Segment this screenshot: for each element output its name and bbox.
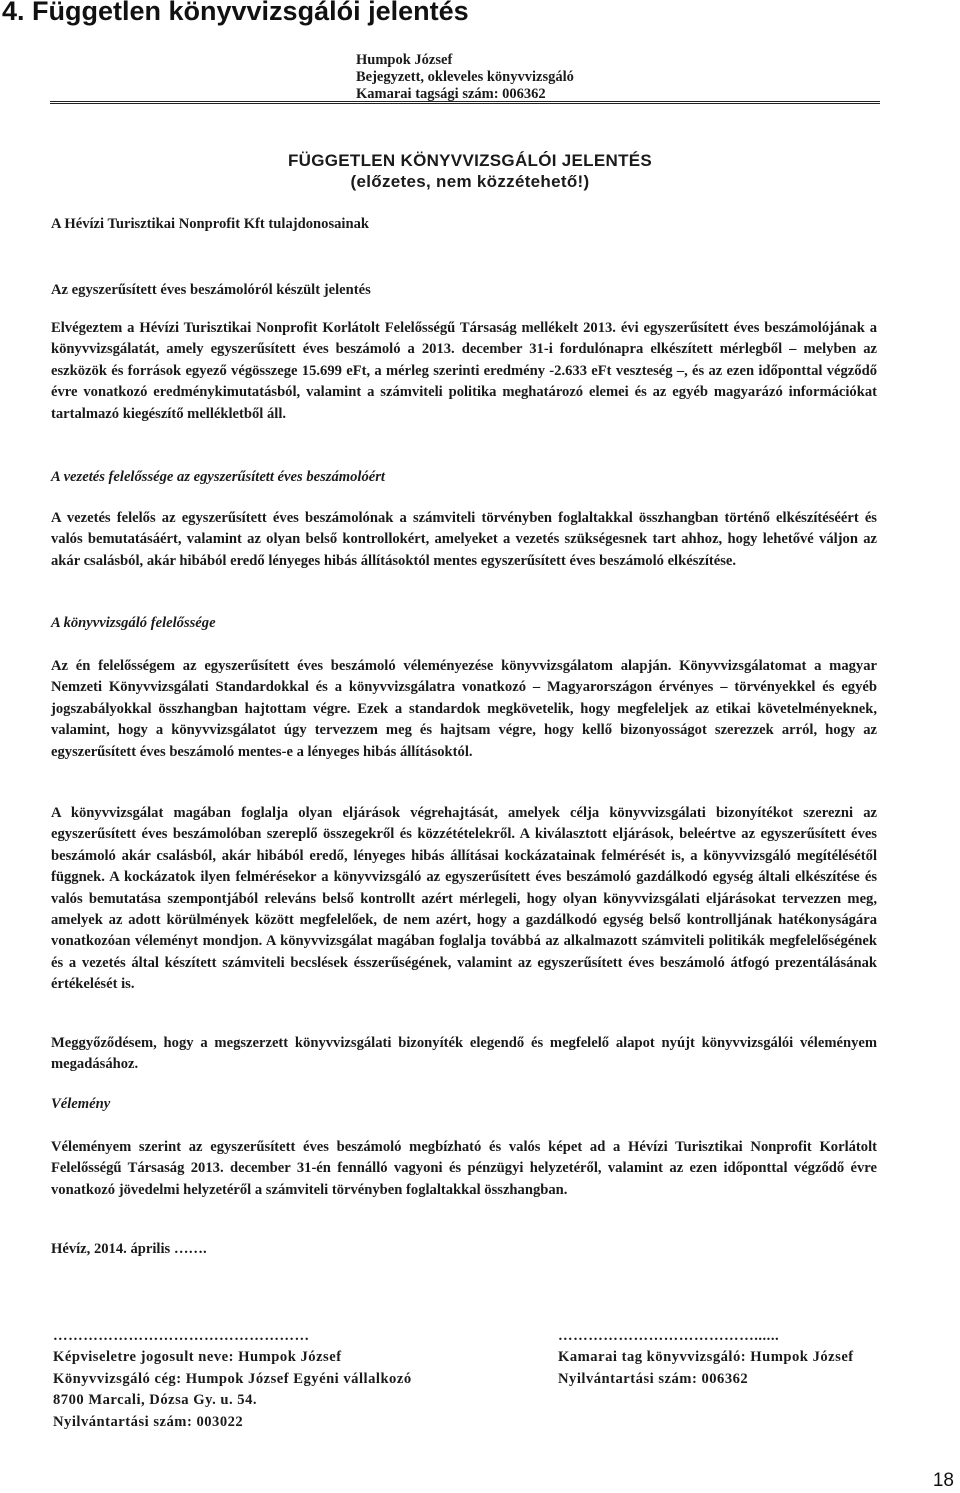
firm-registration-number: Nyilvántartási szám: 003022 (53, 1413, 244, 1430)
audit-firm: Könyvvizsgáló cég: Humpok József Egyéni vállalkozó (53, 1370, 412, 1387)
section-heading: Az egyszerűsített éves beszámolóról készült jelentés (51, 282, 371, 298)
auditor-paragraph-2: A könyvvizsgálat magában foglalja olyan eljárások végrehajtását, amelyek célja könyvvizsgálati bizonyítékot szerezni az egyszerűsített éves beszámolóban szereplő összegekről és közzétételekről. A kiválasztott eljárások, beleértve az egyszerűsített éves beszámoló akár csalásból, akár hibából eredő, lényeges hibás állításai kockázatainak felmérését is, a könyvvizsgáló megítélésétől függnek. A kockázatok ilyen felmérésekor a könyvvizsgáló az egyszerűsített éves beszámoló gazdálkodó egység általi elkészítése és valós bemutatása szempontjából releváns belső kontrollt azért mérlegeli, hogy olyan könyvvizsgálati eljárásokat tervezzen meg, amelyek az adott körülmények között megfelelőek, de nem azért, hogy a gazdálkodó egység belső kontrolljának hatékonyságára vonatkozóan véleményt mondjon. A könyvvizsgálat magában foglalja továbbá az alkalmazott számviteli politikák megfelelőségének és a vezetés által készített számviteli becslések ésszerűségének, valamint az egyszerűsített éves beszámoló átfogó prezentálásának értékelését is. (51, 805, 877, 993)
management-heading: A vezetés felelőssége az egyszerűsített éves beszámolóért (51, 469, 385, 485)
auditor-chamber-number: Kamarai tagsági szám: 006362 (356, 86, 546, 102)
signature-right (558, 1326, 854, 1390)
report-title-block (210, 150, 730, 192)
auditor-registration-number: Nyilvántartási szám: 006362 (558, 1370, 749, 1387)
report-subtitle: (előzetes, nem közzétehető!) (350, 172, 590, 191)
intro-paragraph: Elvégeztem a Hévízi Turisztikai Nonprofit Korlátolt Felelősségű Társaság mellékelt 2013. évi egyszerűsített éves beszámolójának a könyvvizsgálatát, amely egyszerűsített éves beszámoló a 2013. december 31-i fordulónapra elkészített mérlegből – melyben az eszközök és források egyező végösszege 15.699 eFt, a mérleg szerinti eredmény -2.633 eFt veszteség –, és az ezen időponttal végződő évre vonatkozó eredménykimutatásból, valamint a számviteli politika meghatározó elemei és az egyéb magyarázó információkat tartalmazó kiegészítő mellékletből áll. (51, 320, 877, 422)
auditor-paragraph-1: Az én felelősségem az egyszerűsített éves beszámoló véleményezése könyvvizsgálatom alapján. Könyvvizsgálatomat a magyar Nemzeti Könyvvizsgálati Standardokkal és a könyvvizsgálatra vonatkozó – Magyarországon érvényes – törvényekkel és egyéb jogszabályokkal összhangban hajtottam végre. Ezek a standardok megkövetelik, hogy megfeleljek az etikai követelményeknek, valamint, hogy a könyvvizsgálatot úgy tervezzem meg és hajtsam végre, hogy kellő bizonyosságot szerezzek arról, hogy az egyszerűsített éves beszámoló mentes-e a lényeges hibás állításoktól. (51, 658, 877, 760)
page-number: 18 (932, 1470, 954, 1491)
page-title: 4. Független könyvvizsgálói jelentés (2, 0, 469, 26)
signature-line: …………………………………………… (53, 1328, 310, 1344)
auditor-qualification: Bejegyzett, okleveles könyvvizsgáló (356, 69, 574, 85)
firm-address: 8700 Marcali, Dózsa Gy. u. 54. (53, 1392, 258, 1409)
signature-line: …………………………………...... (558, 1328, 780, 1344)
header-divider (50, 101, 880, 104)
auditor-header (356, 52, 616, 103)
report-title: FÜGGETLEN KÖNYVVIZSGÁLÓI JELENTÉS (287, 151, 653, 170)
representative-name: Képviseletre jogosult neve: Humpok József (53, 1349, 342, 1366)
auditor-paragraph-3: Meggyőződésem, hogy a megszerzett könyvvizsgálati bizonyíték elegendő és megfelelő alapot nyújt könyvvizsgálói véleményem megadásához. (51, 1035, 877, 1073)
report-addressee: A Hévízi Turisztikai Nonprofit Kft tulajdonosainak (51, 216, 370, 232)
signature-left (53, 1326, 412, 1433)
chamber-auditor-name: Kamarai tag könyvvizsgáló: Humpok József (558, 1349, 854, 1366)
management-paragraph: A vezetés felelős az egyszerűsített éves beszámolónak a számviteli törvényben foglaltakkal összhangban történő elkészítéséért és valós bemutatásáért, valamint az olyan belső kontrollokért, amelyeket a vezetés szükségesnek tart ahhoz, hogy lehetővé váljon az akár csalásból, akár hibából eredő lényeges hibás állításoktól mentes egyszerűsített éves beszámoló elkészítése. (51, 510, 877, 569)
place-date: Hévíz, 2014. április ……. (51, 1241, 207, 1257)
auditor-responsibility-heading: A könyvvizsgáló felelőssége (51, 615, 216, 631)
auditor-name: Humpok József (356, 52, 453, 68)
opinion-heading: Vélemény (51, 1096, 111, 1112)
opinion-paragraph: Véleményem szerint az egyszerűsített éves beszámoló megbízható és valós képet ad a Hévízi Turisztikai Nonprofit Korlátolt Felelősségű Társaság 2013. december 31-én fennálló vagyoni és pénzügyi helyzetéről, valamint az ezen időponttal végződő évre vonatkozó jövedelmi helyzetéről a számviteli törvényben foglaltakkal összhangban. (51, 1139, 877, 1198)
